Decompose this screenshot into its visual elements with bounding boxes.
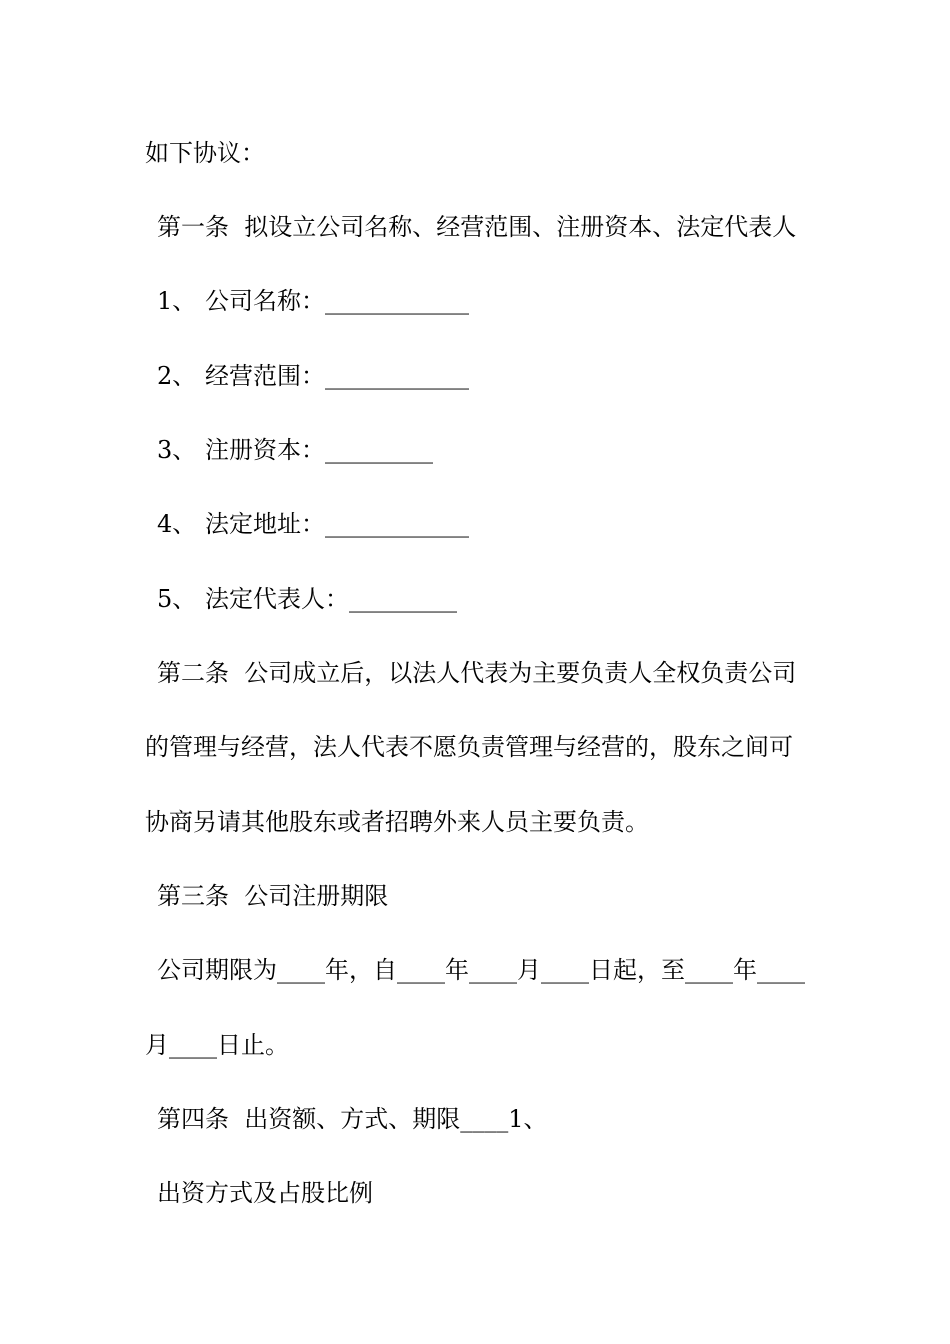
article-2-line-3: 协商另请其他股东或者招聘外来人员主要负责。 (145, 808, 649, 836)
item-text: 注册资本：_________ (205, 436, 433, 464)
item-legal-representative (157, 583, 457, 615)
article-3-line-2: 月____日止。 (145, 1031, 289, 1059)
intro-line: 如下协议： (145, 139, 265, 167)
item-text: 法定地址：____________ (205, 510, 469, 538)
item-legal-address (157, 508, 469, 540)
item-text: 经营范围：____________ (205, 362, 469, 390)
article-2-line-1: 第二条 公司成立后，以法人代表为主要负责人全权负责公司 (157, 659, 797, 687)
item-number: 3、 (157, 436, 197, 464)
item-business-scope (157, 360, 469, 392)
item-number: 1、 (157, 287, 197, 315)
item-text: 公司名称：____________ (205, 287, 469, 315)
item-company-name (157, 285, 469, 317)
article-1-heading: 第一条 拟设立公司名称、经营范围、注册资本、法定代表人 (157, 213, 797, 241)
item-registered-capital (157, 434, 433, 466)
article-2-line-2: 的管理与经营，法人代表不愿负责管理与经营的，股东之间可 (145, 733, 793, 761)
article-4-subheading: 出资方式及占股比例 (157, 1179, 373, 1207)
item-number: 2、 (157, 362, 197, 390)
item-text: 法定代表人：_________ (205, 585, 457, 613)
item-number: 4、 (157, 510, 197, 538)
article-3-heading: 第三条 公司注册期限 (157, 882, 389, 910)
article-3-line-1: 公司期限为____年，自____年____月____日起，至____年____ (157, 956, 805, 984)
item-number: 5、 (157, 585, 197, 613)
article-4-heading: 第四条 出资额、方式、期限____1、 (157, 1105, 548, 1133)
